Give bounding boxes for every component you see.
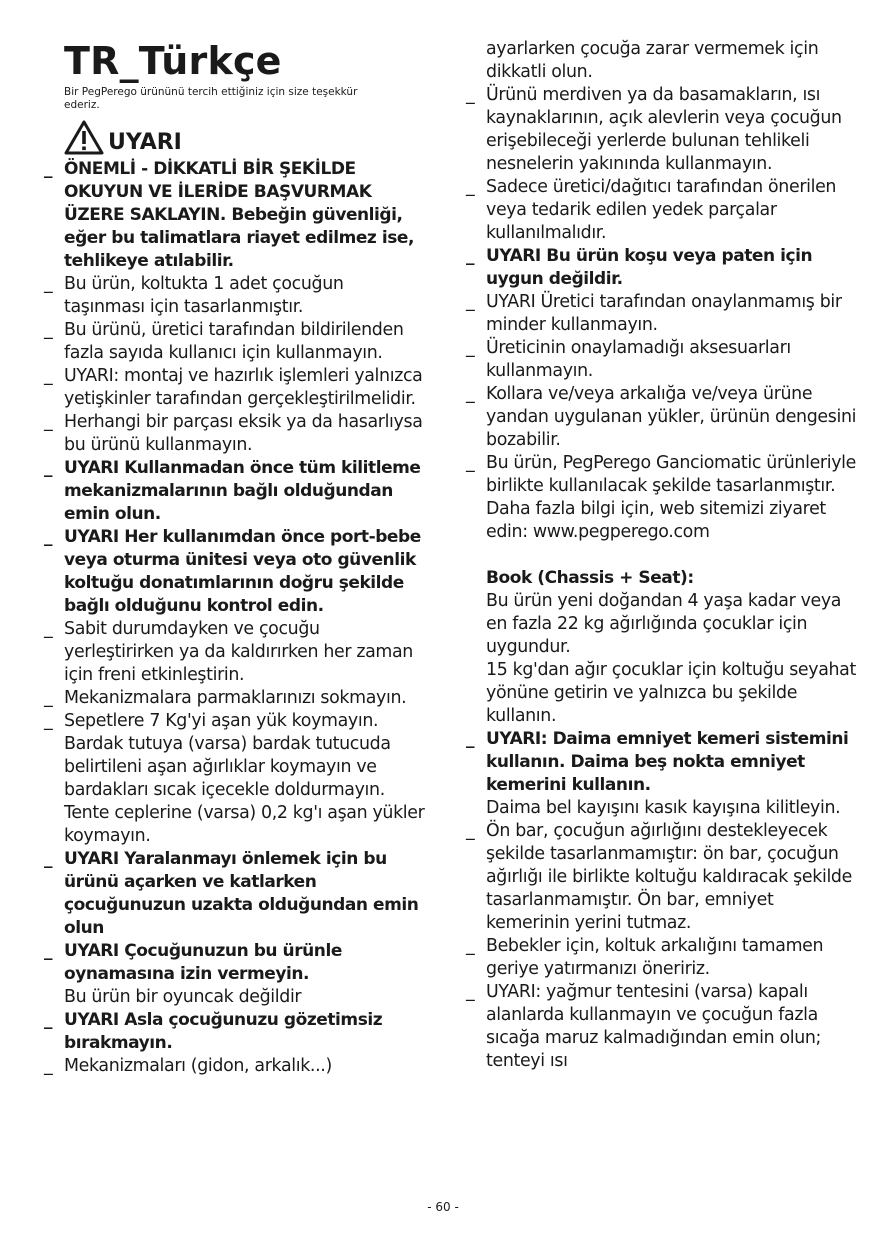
list-item-text: Sadece üretici/dağıtıcı tarafından önerilen veya tedarik edilen yedek parçalar kullanılmalıdır. xyxy=(486,177,837,243)
list-item xyxy=(44,1055,428,1078)
bullet-dash: _ xyxy=(44,412,53,432)
intro-text: Bir PegPerego ürününü tercih ettiğiniz için size teşekkür ederiz. xyxy=(64,86,358,111)
list-item xyxy=(44,273,428,319)
warning-heading xyxy=(64,120,428,156)
bullet-dash: _ xyxy=(44,1056,53,1076)
bullet-dash: _ xyxy=(466,246,475,266)
book-paragraph-age: Bu ürün yeni doğandan 4 yaşa kadar veya en fazla 22 kg ağırlığında çocuklar için uygundur. xyxy=(486,591,842,657)
warning-label: UYARI xyxy=(108,130,182,155)
section-heading-book: Book (Chassis + Seat): xyxy=(486,568,694,588)
list-item xyxy=(466,337,858,383)
list-item-text: Bebekler için, koltuk arkalığını tamamen geriye yatırmanızı öneririz. xyxy=(486,936,824,979)
list-item xyxy=(44,1009,428,1055)
bullet-dash: _ xyxy=(466,338,475,358)
list-item xyxy=(466,728,858,797)
list-item-text: Herhangi bir parçası eksik ya da hasarlıysa bu ürünü kullanmayın. xyxy=(64,412,423,455)
bullet-dash: _ xyxy=(44,274,53,294)
bullet-dash: _ xyxy=(44,320,53,340)
bullet-dash: _ xyxy=(466,729,475,749)
important-notice: ÖNEMLİ - DİKKATLİ BİR ŞEKİLDE OKUYUN VE İLERİDE BAŞVURMAK ÜZERE SAKLAYIN. Bebeğin güvenliği, eğer bu talimatlara riayet edilmez ise, tehlikeye atılabilir. xyxy=(64,159,414,271)
list-item xyxy=(466,176,858,245)
book-paragraph-orientation: 15 kg'dan ağır çocuklar için koltuğu seyahat yönüne getirin ve yalnızca bu şekilde kullanın. xyxy=(486,660,856,726)
list-item xyxy=(466,452,858,544)
list-item xyxy=(44,710,428,848)
list-item xyxy=(44,848,428,940)
bullet-dash: _ xyxy=(44,688,53,708)
list-item-text: UYARI Üretici tarafından onaylanmamış bir minder kullanmayın. xyxy=(486,292,842,335)
bullet-dash: _ xyxy=(466,292,475,312)
bullet-dash: _ xyxy=(466,821,475,841)
list-item xyxy=(44,618,428,687)
list-item-text: UYARI Bu ürün koşu veya paten için uygun değildir. xyxy=(486,246,813,289)
list-item-continuation: Daima bel kayışını kasık kayışına kilitleyin. xyxy=(486,798,841,818)
list-item-text: UYARI Yaralanmayı önlemek için bu ürünü açarken ve katlarken çocuğunuzun uzakta olduğundan emin olun xyxy=(64,849,419,938)
bullet-dash: _ xyxy=(44,366,53,386)
list-item xyxy=(44,365,428,411)
right-column xyxy=(466,38,858,1073)
bullet-dash: _ xyxy=(44,527,53,547)
list-item-text: UYARI Asla çocuğunuzu gözetimsiz bırakmayın. xyxy=(64,1010,383,1053)
list-item-text: UYARI Çocuğunuzun bu ürünle oynamasına izin vermeyin. xyxy=(64,941,342,984)
bullet-dash: _ xyxy=(466,936,475,956)
bullet-dash: _ xyxy=(466,982,475,1002)
bullet-dash: _ xyxy=(466,85,475,105)
continued-text: ayarlarken çocuğa zarar vermemek için dikkatli olun. xyxy=(486,39,819,82)
list-item xyxy=(466,981,858,1073)
list-item xyxy=(44,526,428,618)
list-item-text: UYARI: montaj ve hazırlık işlemleri yalnızca yetişkinler tarafından gerçekleştirilmelidir. xyxy=(64,366,423,409)
list-item xyxy=(466,84,858,176)
list-item xyxy=(466,820,858,935)
list-item-text: Bu ürün, koltukta 1 adet çocuğun taşınması için tasarlanmıştır. xyxy=(64,274,344,317)
page-number: - 60 - xyxy=(427,1200,459,1214)
page-title: TR_Türkçe xyxy=(64,39,282,83)
list-item xyxy=(44,457,428,526)
list-item-text: Ürünü merdiven ya da basamakların, ısı kaynaklarının, açık alevlerin veya çocuğun erişebileceği yerlerde bulunan tehlikeli nesnelerin yakınında kullanmayın. xyxy=(486,85,842,174)
list-item xyxy=(44,158,428,273)
list-item-text: Bu ürün, PegPerego Ganciomatic ürünleriyle birlikte kullanılacak şekilde tasarlanmıştır. Daha fazla bilgi için, web sitemizi ziyaret edin: www.pegperego.com xyxy=(486,453,856,542)
list-item-text: Üreticinin onaylamadığı aksesuarları kullanmayın. xyxy=(486,338,791,381)
list-item xyxy=(466,245,858,291)
list-item-text: UYARI: yağmur tentesini (varsa) kapalı alanlarda kullanmayın ve çocuğun fazla sıcağa maruz kalmadığından emin olun; tenteyi ısı xyxy=(486,982,822,1071)
list-item-text: Sepetlere 7 Kg'yi aşan yük koymayın. Bardak tutuya (varsa) bardak tutucuda belirtileni aşan ağırlıklar koymayın ve bardakları sıcak içecekle doldurmayın. Tente ceplerine (varsa) 0,2 kg'ı aşan yükler koymayın. xyxy=(64,711,425,846)
bullet-dash: _ xyxy=(44,619,53,639)
list-item-text: Ön bar, çocuğun ağırlığını destekleyecek şekilde tasarlanmamıştır: ön bar, çocuğun ağırlığı ile birlikte koltuğu kaldıracak şekilde tasarlanmamıştır. Ön bar, emniyet kemerinin yerini tutmaz. xyxy=(486,821,852,933)
list-item-continuation: Bu ürün bir oyuncak değildir xyxy=(64,987,302,1007)
bullet-dash: _ xyxy=(44,941,53,961)
bullet-dash: _ xyxy=(44,159,53,179)
list-item xyxy=(44,687,428,710)
list-item xyxy=(466,291,858,337)
bullet-dash: _ xyxy=(44,1010,53,1030)
list-item-text: Mekanizmaları (gidon, arkalık...) xyxy=(64,1056,332,1076)
list-item xyxy=(466,383,858,452)
bullet-dash: _ xyxy=(466,384,475,404)
list-item xyxy=(466,935,858,981)
list-item-text: UYARI Kullanmadan önce tüm kilitleme mekanizmalarının bağlı olduğundan emin olun. xyxy=(64,458,421,524)
list-item xyxy=(44,940,428,986)
list-item xyxy=(44,319,428,365)
list-item-text: Kollara ve/veya arkalığa ve/veya ürüne yandan uygulanan yükler, ürünün dengesini bozabilir. xyxy=(486,384,857,450)
left-column xyxy=(44,38,428,1078)
list-item xyxy=(44,411,428,457)
bullet-dash: _ xyxy=(466,177,475,197)
list-item-text: Sabit durumdayken ve çocuğu yerleştirirken ya da kaldırırken her zaman için freni etkinleştirin. xyxy=(64,619,413,685)
spacer xyxy=(466,544,858,567)
bullet-dash: _ xyxy=(466,453,475,473)
list-item-text: Bu ürünü, üretici tarafından bildirilenden fazla sayıda kullanıcı için kullanmayın. xyxy=(64,320,404,363)
list-item-text: Mekanizmalara parmaklarınızı sokmayın. xyxy=(64,688,407,708)
warning-triangle-icon xyxy=(64,120,104,156)
list-item-text: UYARI: Daima emniyet kemeri sistemini kullanın. Daima beş nokta emniyet kemerini kullanın. xyxy=(486,729,849,795)
bullet-dash: _ xyxy=(44,458,53,478)
list-item-text: UYARI Her kullanımdan önce port-bebe veya oturma ünitesi veya oto güvenlik koltuğu donatımlarının doğru şekilde bağlı olduğunu kontrol edin. xyxy=(64,527,421,616)
bullet-dash: _ xyxy=(44,849,53,869)
bullet-dash: _ xyxy=(44,711,53,731)
